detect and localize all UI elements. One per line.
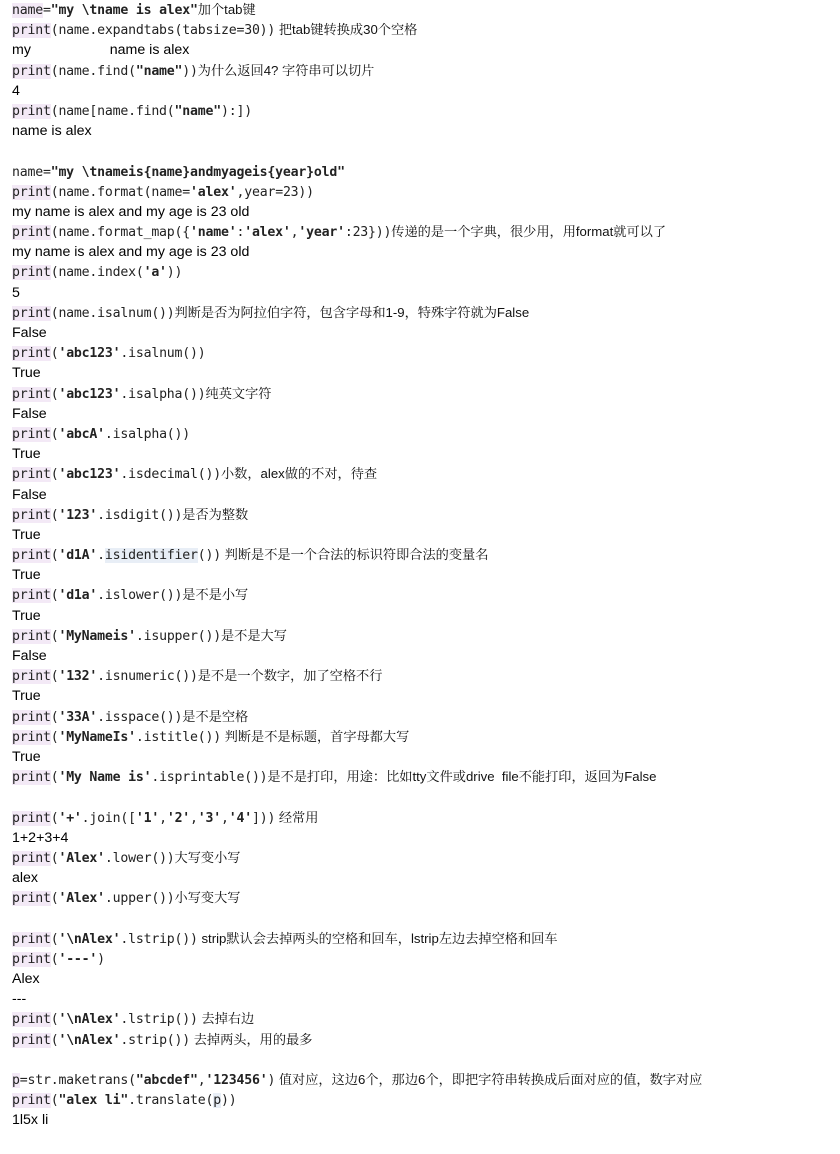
output-line: --- xyxy=(12,991,27,1008)
code-token: (name.format( xyxy=(50,184,152,200)
code-line xyxy=(12,545,838,565)
string-token: 'a' xyxy=(143,265,167,281)
comment-text: 经常用 xyxy=(275,809,319,825)
code-token: .lstrip()) xyxy=(120,931,198,947)
code-token: .isalpha()) xyxy=(104,426,191,442)
code-token: , xyxy=(197,1072,206,1088)
string-token: 'alex' xyxy=(244,225,291,241)
string-token: 'd1A' xyxy=(58,548,98,564)
string-token: "name" xyxy=(174,103,221,119)
string-token: 'd1a' xyxy=(58,588,98,604)
code-token: ( xyxy=(50,669,59,685)
code-line xyxy=(12,162,838,182)
keyword-token: p xyxy=(12,1072,20,1088)
code-token: ( xyxy=(50,346,59,362)
code-token: , xyxy=(159,810,167,826)
code-token: ( xyxy=(50,850,59,866)
code-token: = xyxy=(182,184,191,200)
output-line: False xyxy=(12,405,47,422)
output-line: True xyxy=(12,526,41,543)
code-token: .isdigit()) xyxy=(97,507,183,523)
code-line xyxy=(12,303,838,323)
comment-text: 大写变小写 xyxy=(174,849,241,865)
output-line: 1l5x li xyxy=(12,1112,49,1129)
string-token: '3' xyxy=(197,810,222,826)
keyword-token: print xyxy=(12,63,51,79)
string-token: 'Alex' xyxy=(58,850,105,866)
string-token: '---' xyxy=(58,951,98,967)
string-token: 'abc123' xyxy=(58,386,121,402)
code-line xyxy=(12,808,838,828)
string-token: '\nAlex' xyxy=(58,1012,121,1028)
comment-text: 去掉两头，用的最多 xyxy=(190,1031,313,1047)
code-token: ( xyxy=(50,709,59,725)
output-line: True xyxy=(12,748,41,765)
param-token: name xyxy=(151,184,183,200)
comment-text: 纯英文字符 xyxy=(205,385,272,401)
code-token: .isdecimal()) xyxy=(120,467,221,483)
code-token: ( xyxy=(50,386,59,402)
string-token: 'MyNameis' xyxy=(58,628,136,644)
code-line xyxy=(12,101,838,121)
code-token: .isspace()) xyxy=(97,709,183,725)
output-line: False xyxy=(12,648,47,664)
code-token: .isnumeric()) xyxy=(97,669,198,685)
code-token: , xyxy=(290,225,299,241)
comment-text: 是不是大写 xyxy=(221,627,287,643)
code-token: ) xyxy=(267,1072,276,1088)
code-token: ( xyxy=(50,810,59,826)
output-line: my name is alex and my age is 23 old xyxy=(12,203,250,220)
code-token: ( xyxy=(50,1012,59,1028)
keyword-token: print xyxy=(12,729,51,745)
code-token: .join([ xyxy=(81,810,136,826)
code-line xyxy=(12,0,838,20)
code-line xyxy=(12,1090,838,1110)
code-token: .translate( xyxy=(128,1093,214,1109)
output-line: alex xyxy=(12,870,39,887)
comment-text: 小数，alex做的不对，待查 xyxy=(221,466,378,482)
code-token: ( xyxy=(50,951,59,967)
keyword-token: print xyxy=(12,850,51,866)
code-token: .lstrip()) xyxy=(120,1012,198,1028)
keyword-token: print xyxy=(12,709,51,725)
string-token: '\nAlex' xyxy=(58,931,121,947)
code-token: ) xyxy=(97,951,105,967)
code-token: , xyxy=(190,810,198,826)
string-token: '4' xyxy=(228,810,252,826)
output-line: my name is alex xyxy=(12,42,190,59)
code-token: ( xyxy=(50,588,59,604)
code-token: )) xyxy=(166,265,183,281)
string-token: '132' xyxy=(58,669,98,685)
code-token: ( xyxy=(50,507,59,523)
comment-text: 去掉右边 xyxy=(197,1011,255,1027)
string-token: 'Alex' xyxy=(58,891,105,907)
string-token: 'year' xyxy=(298,225,345,241)
code-token: (name.isalnum()) xyxy=(50,305,175,321)
code-token: ])) xyxy=(251,810,276,826)
code-line xyxy=(12,626,838,646)
code-line xyxy=(12,666,838,686)
comment-text: 小写变大写 xyxy=(174,890,241,906)
code-token: )) xyxy=(182,63,198,79)
code-token: : xyxy=(236,225,245,241)
code-token: ):]) xyxy=(220,103,252,119)
output-line: True xyxy=(12,567,41,584)
keyword-token: print xyxy=(12,225,51,241)
code-line xyxy=(12,182,838,202)
code-token: name= xyxy=(12,164,51,180)
code-token: )) xyxy=(221,1093,237,1109)
code-line xyxy=(12,1070,838,1090)
string-token: '123' xyxy=(58,507,98,523)
output-line: True xyxy=(12,446,41,463)
keyword-token: print xyxy=(12,265,51,281)
code-token: (name.find( xyxy=(50,63,136,79)
comment-text: 传递的是一个字典，很少用，用format就可以了 xyxy=(391,224,667,240)
keyword-token: print xyxy=(12,891,51,907)
keyword-token: print xyxy=(12,386,51,402)
string-token: 'My Name is' xyxy=(58,770,152,786)
keyword-token: print xyxy=(12,548,51,564)
string-token: 'abcA' xyxy=(58,426,105,442)
string-token: "name" xyxy=(135,63,183,79)
blank-line xyxy=(12,787,838,807)
output-line: 5 xyxy=(12,284,20,301)
code-token: =30)) xyxy=(236,23,276,39)
code-token: .upper()) xyxy=(104,891,175,907)
output-line: True xyxy=(12,688,41,705)
string-token: '1' xyxy=(135,810,160,826)
code-line xyxy=(12,424,838,444)
code-line xyxy=(12,505,838,525)
keyword-token: print xyxy=(12,669,51,685)
comment-text: 是不是空格 xyxy=(182,708,249,724)
code-token: ( xyxy=(50,931,59,947)
code-token: ( xyxy=(50,1032,59,1048)
code-token: ( xyxy=(50,891,59,907)
keyword-token: print xyxy=(12,103,51,119)
code-line xyxy=(12,20,838,40)
comment-text: 是不是一个数字，加了空格不行 xyxy=(197,668,383,684)
keyword-token: print xyxy=(12,467,51,483)
string-token: 'name' xyxy=(190,225,237,241)
code-token: , xyxy=(221,810,229,826)
code-token: ()) xyxy=(197,548,221,564)
output-line: name is alex xyxy=(12,123,92,140)
highlighted-token: p xyxy=(213,1093,221,1109)
comment-text: strip默认会去掉两头的空格和回车，lstrip左边去掉空格和回车 xyxy=(197,930,558,946)
code-line xyxy=(12,384,838,404)
blank-line xyxy=(12,141,838,161)
output-line: Alex xyxy=(12,971,40,987)
highlighted-token: isidentifier xyxy=(104,548,198,564)
code-token: ( xyxy=(50,770,59,786)
blank-line xyxy=(12,1050,838,1070)
string-token: '123456' xyxy=(205,1072,268,1088)
keyword-token: print xyxy=(12,1032,51,1048)
string-token: 'alex' xyxy=(190,184,237,200)
keyword-token: print xyxy=(12,507,51,523)
code-token: .isalnum()) xyxy=(120,346,206,362)
keyword-token: print xyxy=(12,1093,51,1109)
string-token: "abcdef" xyxy=(135,1072,198,1088)
param-token: year xyxy=(244,184,276,200)
keyword-token: print xyxy=(12,23,51,39)
string-token: '33A' xyxy=(58,709,98,725)
comment-text: 是否为整数 xyxy=(182,506,249,522)
code-line xyxy=(12,707,838,727)
keyword-token: print xyxy=(12,184,51,200)
code-line xyxy=(12,222,838,242)
code-line xyxy=(12,464,838,484)
string-token: 'MyNameIs' xyxy=(58,729,136,745)
code-token: (name.index( xyxy=(50,265,144,281)
string-token: "my \tnameis{name}andmyageis{year}old" xyxy=(50,164,345,180)
code-token: .isupper()) xyxy=(135,628,221,644)
code-token: ( xyxy=(50,628,59,644)
code-line xyxy=(12,767,838,787)
code-token: .isprintable()) xyxy=(151,770,268,786)
code-token: .strip()) xyxy=(120,1032,191,1048)
string-token: "alex li" xyxy=(58,1093,129,1109)
code-token: ( xyxy=(50,548,59,564)
keyword-token: print xyxy=(12,931,51,947)
code-token: .istitle()) xyxy=(135,729,221,745)
output-line: 1+2+3+4 xyxy=(12,829,69,846)
code-token: ( xyxy=(50,426,59,442)
keyword-token: name xyxy=(12,3,43,18)
code-line xyxy=(12,949,838,969)
code-token: ( xyxy=(50,729,59,745)
code-line xyxy=(12,929,838,949)
code-token: .lower()) xyxy=(104,850,175,866)
comment-text: 值对应，这边6个，那边6个，即把字符串转换成后面对应的值，数字对应 xyxy=(275,1071,703,1087)
string-token: '+' xyxy=(58,810,82,826)
comment-text: 是不是打印，用途：比如tty文件或drive file不能打印，返回为False xyxy=(267,769,657,785)
code-token: =23)) xyxy=(275,184,314,200)
comment-text: 加个tab键 xyxy=(197,2,256,17)
code-token: . xyxy=(97,548,105,564)
output-line: True xyxy=(12,607,41,624)
keyword-token: print xyxy=(12,346,51,362)
code-line xyxy=(12,727,838,747)
comment-text: 判断是不是一个合法的标识符即合法的变量名 xyxy=(221,547,489,563)
code-line xyxy=(12,848,838,868)
keyword-token: print xyxy=(12,426,51,442)
code-token: (name.expandtabs( xyxy=(50,23,183,39)
string-token: 'abc123' xyxy=(58,346,121,362)
code-token: ( xyxy=(50,1093,59,1109)
keyword-token: print xyxy=(12,810,51,826)
code-token: ( xyxy=(50,467,59,483)
blank-line xyxy=(12,908,838,928)
string-token: 'abc123' xyxy=(58,467,121,483)
code-line xyxy=(12,262,838,282)
code-document xyxy=(12,0,838,1131)
string-token: '2' xyxy=(166,810,191,826)
output-line: 4 xyxy=(12,82,20,99)
keyword-token: print xyxy=(12,770,51,786)
code-line xyxy=(12,585,838,605)
code-line xyxy=(12,1030,838,1050)
output-line: True xyxy=(12,365,41,382)
comment-text: 是不是小写 xyxy=(182,587,249,603)
string-token: "my \tname is alex" xyxy=(50,3,198,18)
output-line: False xyxy=(12,325,47,341)
code-token: =str.maketrans( xyxy=(19,1072,136,1088)
keyword-token: print xyxy=(12,588,51,604)
code-line xyxy=(12,61,838,81)
keyword-token: print xyxy=(12,305,51,321)
string-token: '\nAlex' xyxy=(58,1032,121,1048)
output-line: False xyxy=(12,486,47,503)
code-token: (name.format_map({ xyxy=(50,225,191,241)
code-token: , xyxy=(236,184,245,200)
keyword-token: print xyxy=(12,1012,51,1028)
code-token: (name[name.find( xyxy=(50,103,175,119)
code-line xyxy=(12,888,838,908)
comment-text: 判断是否为阿拉伯字符，包含字母和1-9，特殊字符就为False xyxy=(174,304,530,320)
code-token: .islower()) xyxy=(97,588,183,604)
code-token: .isalpha()) xyxy=(120,386,206,402)
comment-text: 把tab键转换成30个空格 xyxy=(275,22,418,38)
keyword-token: print xyxy=(12,951,51,967)
comment-text: 为什么返回4? 字符串可以切片 xyxy=(197,62,375,78)
output-line: my name is alex and my age is 23 old xyxy=(12,244,250,261)
keyword-token: print xyxy=(12,628,51,644)
comment-text: 判断是不是标题，首字母都大写 xyxy=(221,728,410,744)
code-token: :23})) xyxy=(344,225,392,241)
param-token: tabsize xyxy=(182,23,237,39)
code-line xyxy=(12,1009,838,1029)
code-token: = xyxy=(42,3,51,18)
code-line xyxy=(12,343,838,363)
